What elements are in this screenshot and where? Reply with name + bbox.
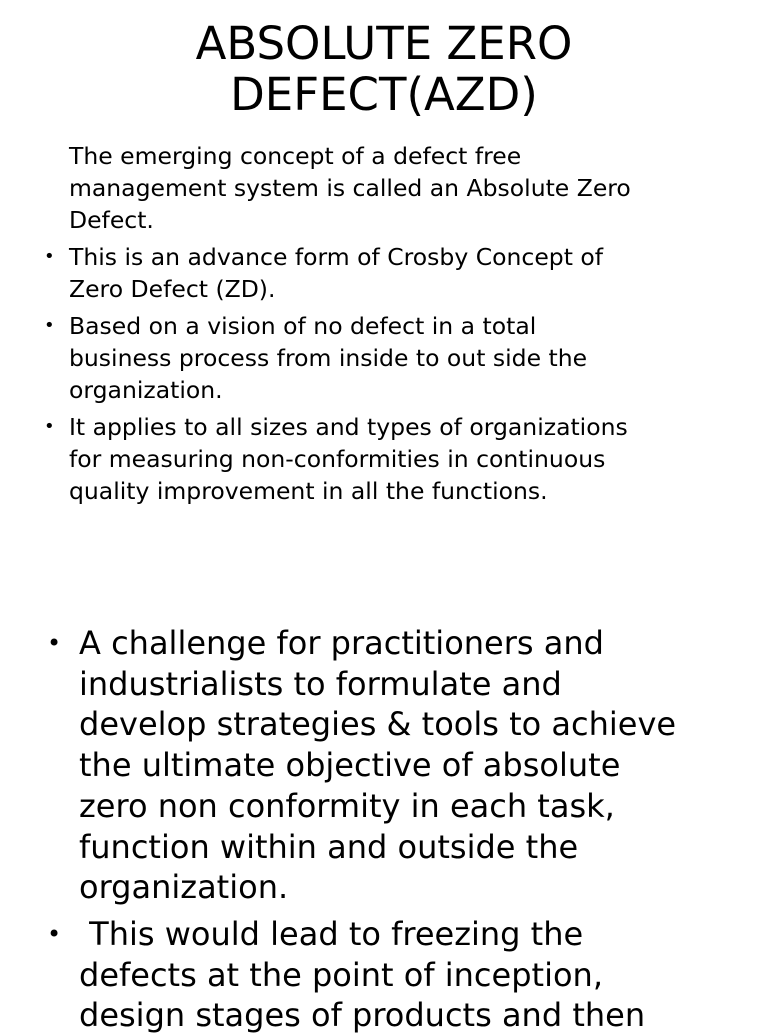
list-item-line: industrialists to formulate and [79, 664, 562, 703]
list-item-line: defects at the point of inception, [79, 955, 603, 994]
list-item [0, 241, 768, 305]
list-item [0, 140, 768, 236]
list-item [0, 914, 768, 1036]
slide-title-line: ABSOLUTE ZERO [195, 17, 573, 70]
list-item-line: This would lead to freezing the [79, 914, 584, 953]
bullet-marker: • [44, 416, 55, 437]
list-item-line: This is an advance form of Crosby Concept of [69, 243, 604, 271]
bullet-marker: • [44, 315, 55, 336]
list-item-line: develop strategies & tools to achieve [79, 705, 677, 744]
list-item [0, 411, 768, 507]
list-item-line: for measuring non-conformities in continuous [69, 445, 606, 473]
list-item-line: business process from inside to out side the [69, 344, 588, 372]
bullet-list-slide-2 [0, 623, 768, 1036]
list-item [0, 310, 768, 406]
bullet-list-slide-1 [0, 140, 768, 507]
list-item-line: quality improvement in all the functions. [69, 477, 548, 505]
list-item-line: A challenge for practitioners and [79, 624, 604, 662]
list-item-line: the ultimate objective of absolute [79, 746, 621, 785]
bullet-marker: • [44, 246, 55, 267]
list-item-line: Zero Defect (ZD). [69, 275, 276, 303]
slide-title [0, 18, 768, 120]
list-item-line: It applies to all sizes and types of organizations [69, 413, 628, 441]
list-item-line: design stages of products and then [79, 996, 646, 1035]
list-item-line: The emerging concept of a defect free [69, 142, 522, 170]
list-item-line: management system is called an Absolute Zero [69, 174, 631, 202]
list-item-line: Defect. [69, 206, 154, 234]
list-item-line: Based on a vision of no defect in a total [69, 312, 537, 340]
list-item-line: function within and outside the [79, 827, 579, 866]
list-item [0, 623, 768, 908]
list-item-line: zero non conformity in each task, [79, 786, 615, 825]
list-item-line: organization. [69, 376, 223, 404]
list-item-line: organization. [79, 868, 289, 907]
bullet-marker: • [47, 629, 62, 657]
bullet-marker: • [47, 919, 62, 948]
slide-title-line: DEFECT(AZD) [230, 68, 538, 121]
